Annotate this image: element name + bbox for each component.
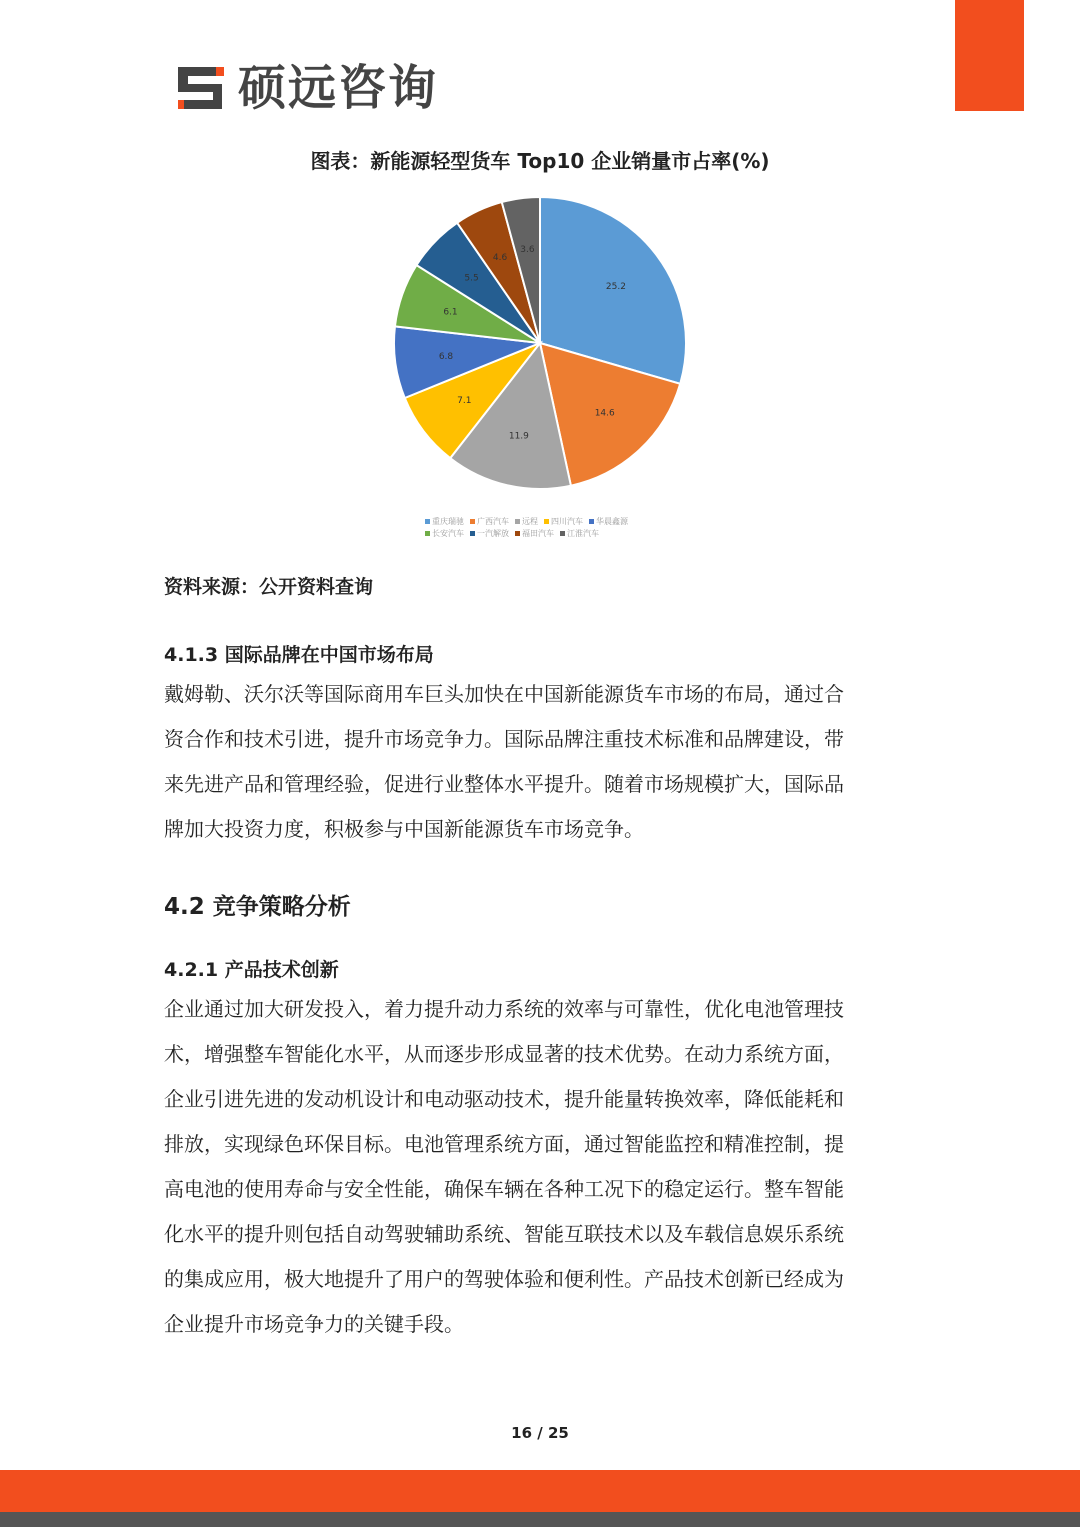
legend-label: 远程 [522, 517, 538, 526]
pie-data-label: 3.6 [520, 244, 535, 255]
legend-item [515, 516, 538, 528]
brand-name: 硕远咨询 [238, 60, 439, 116]
paragraph-line: 来先进产品和管理经验，促进行业整体水平提升。随着市场规模扩大，国际品 [164, 772, 844, 796]
paragraph-line: 牌加大投资力度，积极参与中国新能源货车市场竞争。 [164, 817, 644, 841]
legend-swatch [515, 519, 520, 524]
pie-data-label: 6.8 [438, 351, 454, 362]
legend-label: 福田汽车 [522, 529, 554, 538]
heading-4-2-1: 4.2.1 产品技术创新 [164, 959, 339, 981]
chart-legend [425, 516, 665, 540]
paragraph-line: 企业引进先进的发动机设计和电动驱动技术，提升能量转换效率，降低能耗和 [164, 1087, 844, 1111]
logo-mark-icon [176, 63, 228, 113]
paragraph-line: 戴姆勒、沃尔沃等国际商用车巨头加快在中国新能源货车市场的布局，通过合 [164, 682, 844, 706]
pie-data-label: 4.6 [492, 252, 508, 263]
pie-chart [380, 195, 700, 495]
chart-title: 图表：新能源轻型货车 Top10 企业销量市占率(%) [310, 149, 770, 173]
legend-item [425, 516, 464, 528]
paragraph-line: 术，增强整车智能化水平，从而逐步形成显著的技术优势。在动力系统方面， [164, 1042, 844, 1066]
legend-item [589, 516, 628, 528]
pie-data-label: 11.9 [508, 431, 529, 442]
legend-swatch [470, 519, 475, 524]
brand-logo [176, 62, 438, 114]
legend-item [425, 528, 464, 540]
paragraph-line: 排放，实现绿色环保目标。电池管理系统方面，通过智能监控和精准控制，提 [164, 1132, 844, 1156]
page-number: 16 / 25 [511, 1424, 569, 1442]
legend-item [560, 528, 599, 540]
legend-swatch [515, 531, 520, 536]
legend-swatch [425, 519, 430, 524]
legend-item [470, 516, 509, 528]
legend-swatch [589, 519, 594, 524]
paragraph-line: 的集成应用，极大地提升了用户的驾驶体验和便利性。产品技术创新已经成为 [164, 1267, 844, 1291]
pie-data-label: 25.2 [605, 282, 626, 293]
paragraph-4-2-1 [164, 987, 909, 1347]
legend-swatch [470, 531, 475, 536]
pie-data-label: 6.1 [443, 307, 458, 318]
pie-data-label: 5.5 [464, 273, 479, 284]
paragraph-line: 高电池的使用寿命与安全性能，确保车辆在各种工况下的稳定运行。整车智能 [164, 1177, 844, 1201]
top-accent-bar [955, 0, 1024, 111]
legend-label: 一汽解放 [477, 529, 509, 538]
source-note: 资料来源：公开资料查询 [164, 576, 374, 598]
footer-bar [0, 1470, 1080, 1512]
legend-label: 华晨鑫源 [596, 517, 628, 526]
legend-label: 广西汽车 [477, 517, 509, 526]
legend-label: 重庆瑞驰 [432, 517, 464, 526]
legend-item [470, 528, 509, 540]
legend-item [544, 516, 583, 528]
legend-swatch [425, 531, 430, 536]
legend-label: 四川汽车 [551, 517, 583, 526]
heading-4-1-3: 4.1.3 国际品牌在中国市场布局 [164, 644, 434, 666]
pie-data-label: 7.1 [457, 396, 472, 407]
pie-data-label: 14.6 [594, 408, 615, 419]
paragraph-line: 企业提升市场竞争力的关键手段。 [164, 1312, 464, 1336]
footer-strip [0, 1512, 1080, 1527]
legend-label: 长安汽车 [432, 529, 464, 538]
paragraph-4-1-3 [164, 672, 909, 852]
legend-item [515, 528, 554, 540]
legend-swatch [560, 531, 565, 536]
paragraph-line: 企业通过加大研发投入，着力提升动力系统的效率与可靠性，优化电池管理技 [164, 997, 844, 1021]
paragraph-line: 化水平的提升则包括自动驾驶辅助系统、智能互联技术以及车载信息娱乐系统 [164, 1222, 844, 1246]
legend-swatch [544, 519, 549, 524]
heading-4-2: 4.2 竞争策略分析 [164, 894, 351, 920]
paragraph-line: 资合作和技术引进，提升市场竞争力。国际品牌注重技术标准和品牌建设，带 [164, 727, 844, 751]
legend-label: 江淮汽车 [567, 529, 599, 538]
